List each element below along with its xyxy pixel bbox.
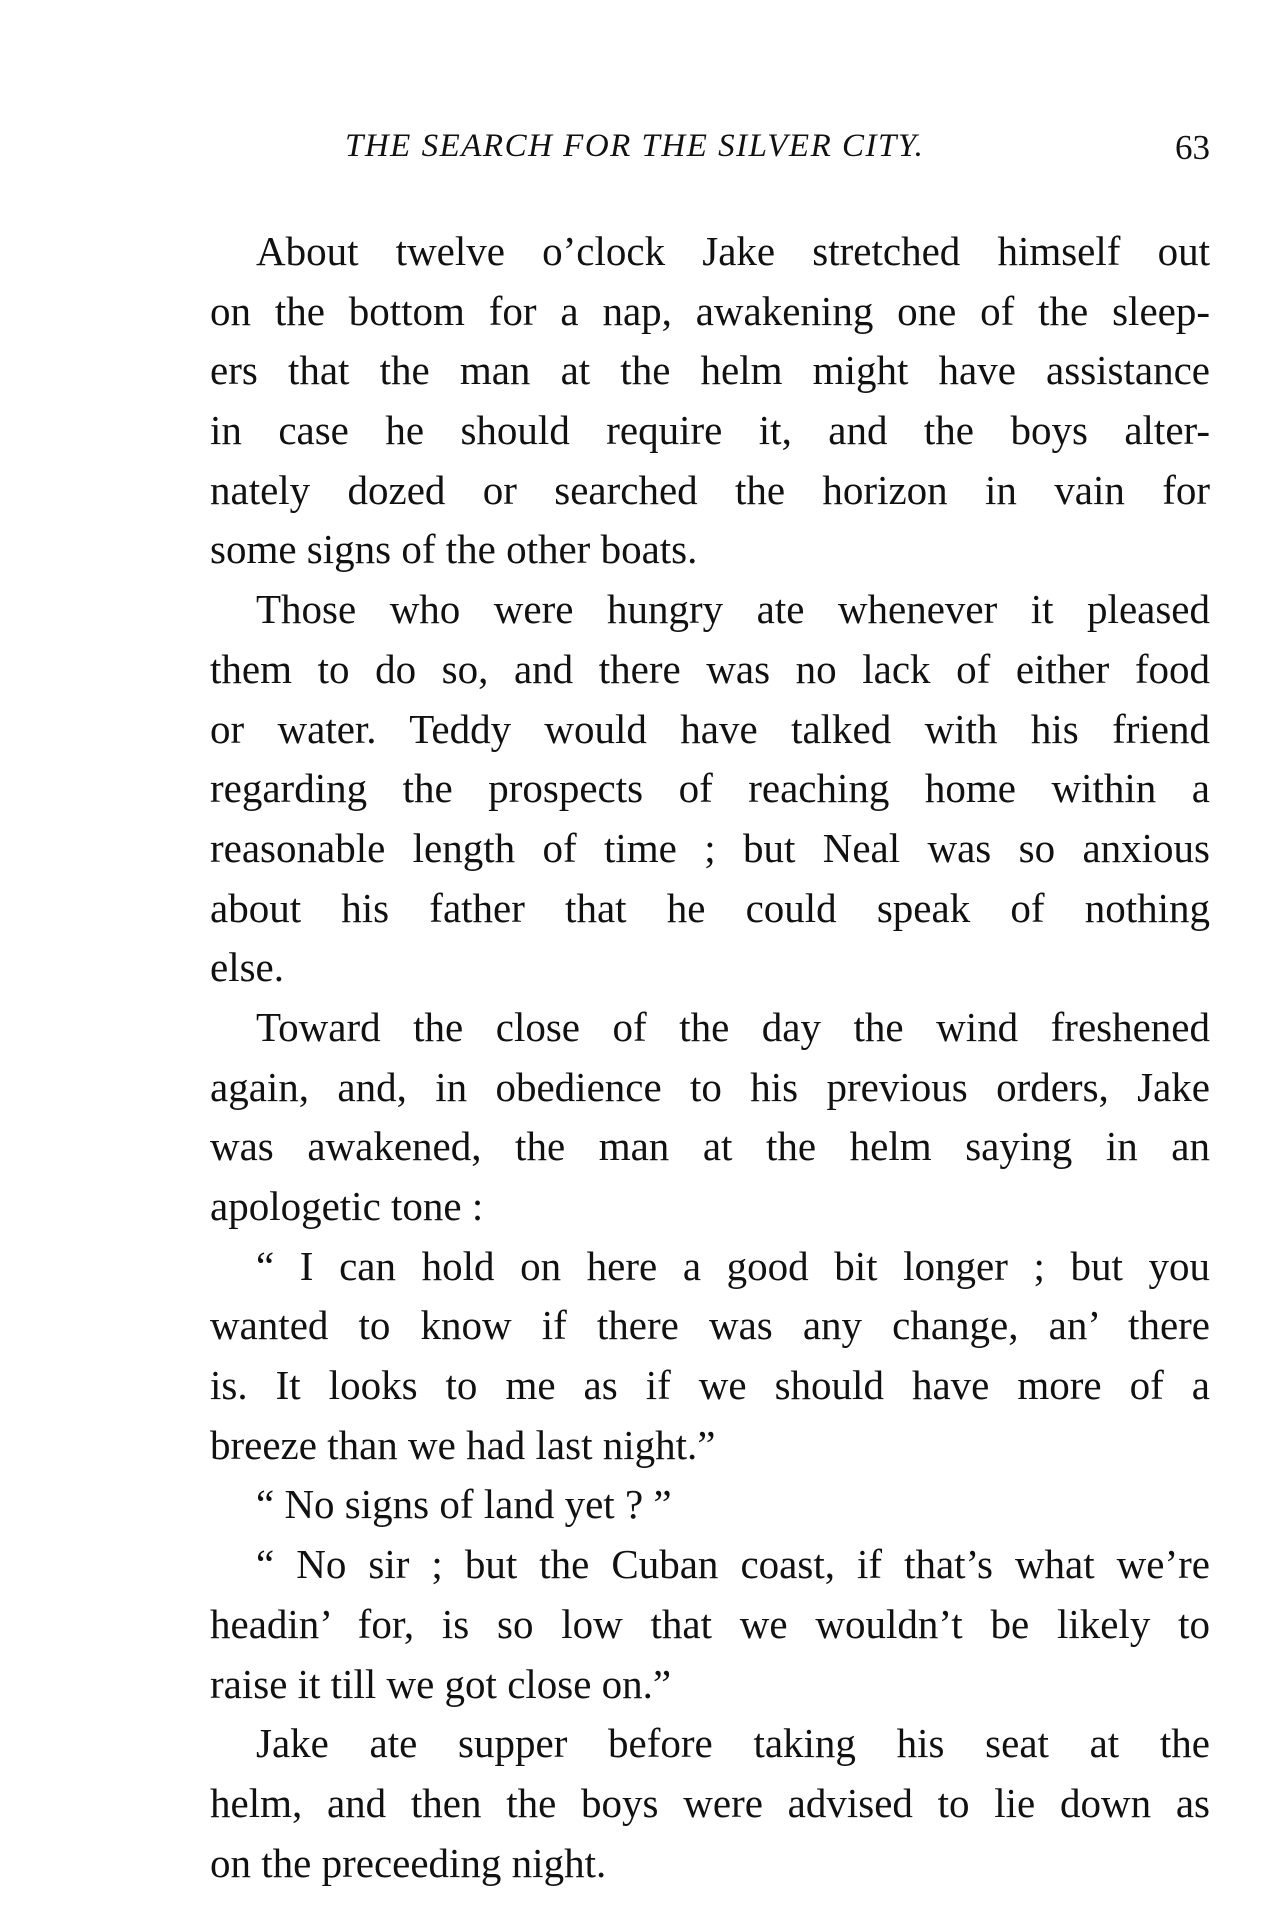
running-head [210,128,1210,178]
text-line: About twelve o’clock Jake stretched himself out [256,228,1210,274]
text-line: Those who were hungry ate whenever it pleased [256,586,1210,633]
text-line: nately dozed or searched the horizon in vain for [210,466,1210,513]
body-text [210,222,1210,1893]
paragraph [210,1237,1210,1476]
text-line: again, and, in obedience to his previous orders, Jake [210,1063,1210,1110]
text-line: else. [210,944,284,991]
paragraph [210,1475,1210,1535]
text-line: was awakened, the man at the helm saying in an [210,1123,1210,1170]
paragraph [210,1714,1210,1893]
text-line: ers that the man at the helm might have assistance [210,347,1210,394]
text-line: in case he should require it, and the boys alter- [210,407,1210,454]
text-line: headin’ for, is so low that we wouldn’t be likely to [210,1600,1210,1647]
text-line: apologetic tone : [210,1183,484,1229]
text-line: Toward the close of the day the wind freshened [256,1003,1210,1050]
text-line: reasonable length of time ; but Neal was so anxious [210,824,1210,871]
paragraph [210,222,1210,580]
text-line: raise it till we got close on.” [210,1660,672,1707]
running-title: THE SEARCH FOR THE SILVER CITY. [345,128,925,164]
page-number: 63 [1175,128,1210,167]
text-line: about his father that he could speak of nothing [210,884,1210,931]
paragraph [210,1535,1210,1714]
text-line: “ No signs of land yet ? ” [256,1481,672,1528]
text-line: helm, and then the boys were advised to lie down as [210,1779,1210,1826]
text-line: breeze than we had last night.” [210,1421,716,1468]
text-line: regarding the prospects of reaching home within a [210,765,1210,812]
text-line: on the bottom for a nap, awakening one of the sleep- [210,287,1210,334]
text-line: “ No sir ; but the Cuban coast, if that’s what we’re [256,1541,1210,1588]
paragraph [210,998,1210,1237]
text-line: on the preceeding night. [210,1839,607,1886]
text-line: “ I can hold on here a good bit longer ; but you [256,1242,1210,1289]
text-line: Jake ate supper before taking his seat at the [256,1720,1210,1767]
paragraph [210,580,1210,998]
text-line: is. It looks to me as if we should have more of a [210,1362,1210,1409]
text-line: them to do so, and there was no lack of either food [210,645,1210,692]
text-line: or water. Teddy would have talked with his friend [210,705,1210,752]
text-line: some signs of the other boats. [210,526,698,573]
text-line: wanted to know if there was any change, an’ there [210,1302,1210,1349]
